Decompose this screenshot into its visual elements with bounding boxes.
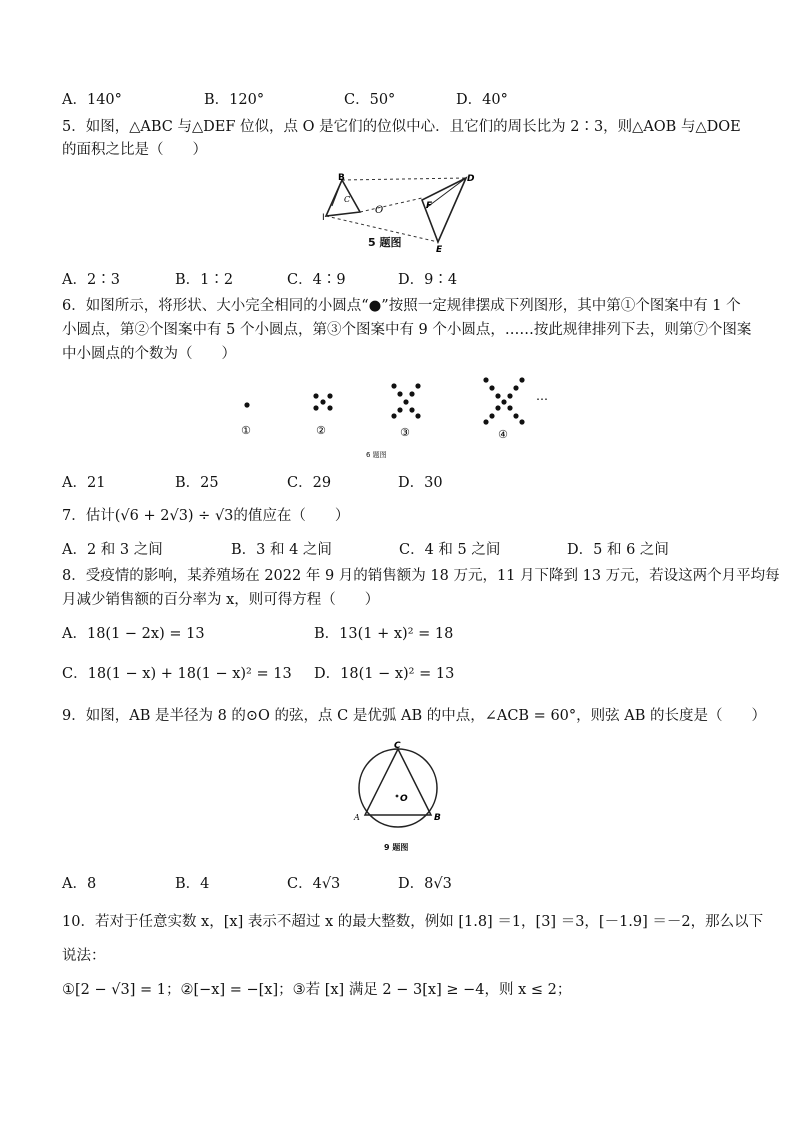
q9-figure-caption: 9 题图 [384,843,409,852]
q6-option-b: B．25 [175,475,219,491]
q9-label-a: A [354,813,360,822]
q9-option-c: C．4√3 [287,876,341,892]
q6-option-c: C．29 [287,475,332,491]
q5-stem-line-2: 的面积之比是（ ） [62,142,207,158]
svg-text:I: I [322,213,325,223]
q6-pattern-label-3: ③ [400,426,410,439]
q7-stem-prefix: 7．估计 [62,508,115,524]
q8-stem-line-2: 月减少销售额的百分率为 x，则可得方程（ ） [62,592,380,608]
q5-option-a: A．2∶3 [62,272,120,288]
q7-option-b: B．3 和 4 之间 [231,542,332,558]
q7-expression: (√6 + 2√3) ÷ √3 [114,508,234,524]
q9-option-b: B．4 [175,876,210,892]
q8-option-c: C．18(1 − x) + 18(1 − x)² = 13 [62,666,292,682]
q9-option-a: A．8 [62,876,97,892]
q6-stem-line-1: 6．如图所示，将形状、大小完全相同的小圆点“●”按照一定规律摆成下列图形，其中第①个图案中有 1 个 [62,298,741,314]
q7-stem-suffix: 的值应在（ ） [233,508,350,524]
q7-option-d: D．5 和 6 之间 [567,542,669,558]
q6-pattern-label-2: ② [316,424,326,437]
q4-option-a: A．140° [62,92,122,108]
q5-label-b: B [338,173,345,183]
q6-option-a: A．21 [62,475,106,491]
q5-label-f: F [426,201,433,211]
q6-option-d: D．30 [398,475,443,491]
q6-stem-line-2: 小圆点，第②个图案中有 5 个小圆点，第③个图案中有 9 个小圆点，……按此规律排列下去，则第⑦个图案 [62,322,752,338]
q8-option-d: D．18(1 − x)² = 13 [314,666,455,682]
q9-label-o: O [400,794,408,804]
q8-stem-line-1: 8．受疫情的影响，某养殖场在 2022 年 9 月的销售额为 18 万元，11 月下降到 13 万元，若设这两个月平均每 [62,568,780,584]
q6-figure-caption: 6 题图 [366,451,387,459]
q7-option-a: A．2 和 3 之间 [62,542,163,558]
q5-label-c: C [344,195,351,204]
q5-label-e: E [436,245,443,255]
q4-option-c: C．50° [344,92,396,108]
q8-option-a: A．18(1 − 2x) = 13 [62,626,205,642]
q7-stem [62,506,349,526]
q5-figure [314,166,484,256]
q6-stem-line-3: 中小圆点的个数为（ ） [62,346,236,362]
q5-option-b: B．1∶2 [175,272,234,288]
q9-option-d: D．8√3 [398,876,452,892]
q5-option-c: C．4∶9 [287,272,346,288]
q5-label-d: D [467,174,475,184]
q10-stem-line-2: 说法： [62,948,106,964]
q6-pattern-label-1: ① [241,424,251,437]
q5-option-d: D．9∶4 [398,272,458,288]
q5-figure-caption: 5 题图 [368,236,402,249]
q5-label-o: O [375,205,384,216]
q4-option-d: D．40° [456,92,508,108]
q9-figure [348,738,452,856]
q9-stem: 9．如图，AB 是半径为 8 的⊙O 的弦，点 C 是优弧 AB 的中点，∠ACB = 60°，则弦 AB 的长度是（ ） [62,708,766,724]
q9-label-c: C [394,741,401,751]
q10-statements: ①[2 − √3] = 1；②[−x] = −[x]；③若 [x] 满足 2 − 3[x] ≥ −4，则 x ≤ 2； [62,982,572,998]
q7-option-c: C．4 和 5 之间 [399,542,501,558]
q8-option-b: B．13(1 + x)² = 18 [314,626,454,642]
q6-ellipsis: … [536,389,548,403]
q6-pattern-label-4: ④ [498,428,508,441]
q5-stem-line-1: 5．如图，△ABC 与△DEF 位似，点 O 是它们的位似中心．且它们的周长比为 2∶3，则△AOB 与△DOE [62,119,741,135]
q9-label-b: B [434,813,441,823]
q10-stem-line-1: 10．若对于任意实数 x，[x] 表示不超过 x 的最大整数，例如 [1.8] ＝1，[3] ＝3，[－1.9] ＝－2，那么以下 [62,914,764,930]
q6-figure [240,372,550,460]
q4-option-b: B．120° [204,92,265,108]
